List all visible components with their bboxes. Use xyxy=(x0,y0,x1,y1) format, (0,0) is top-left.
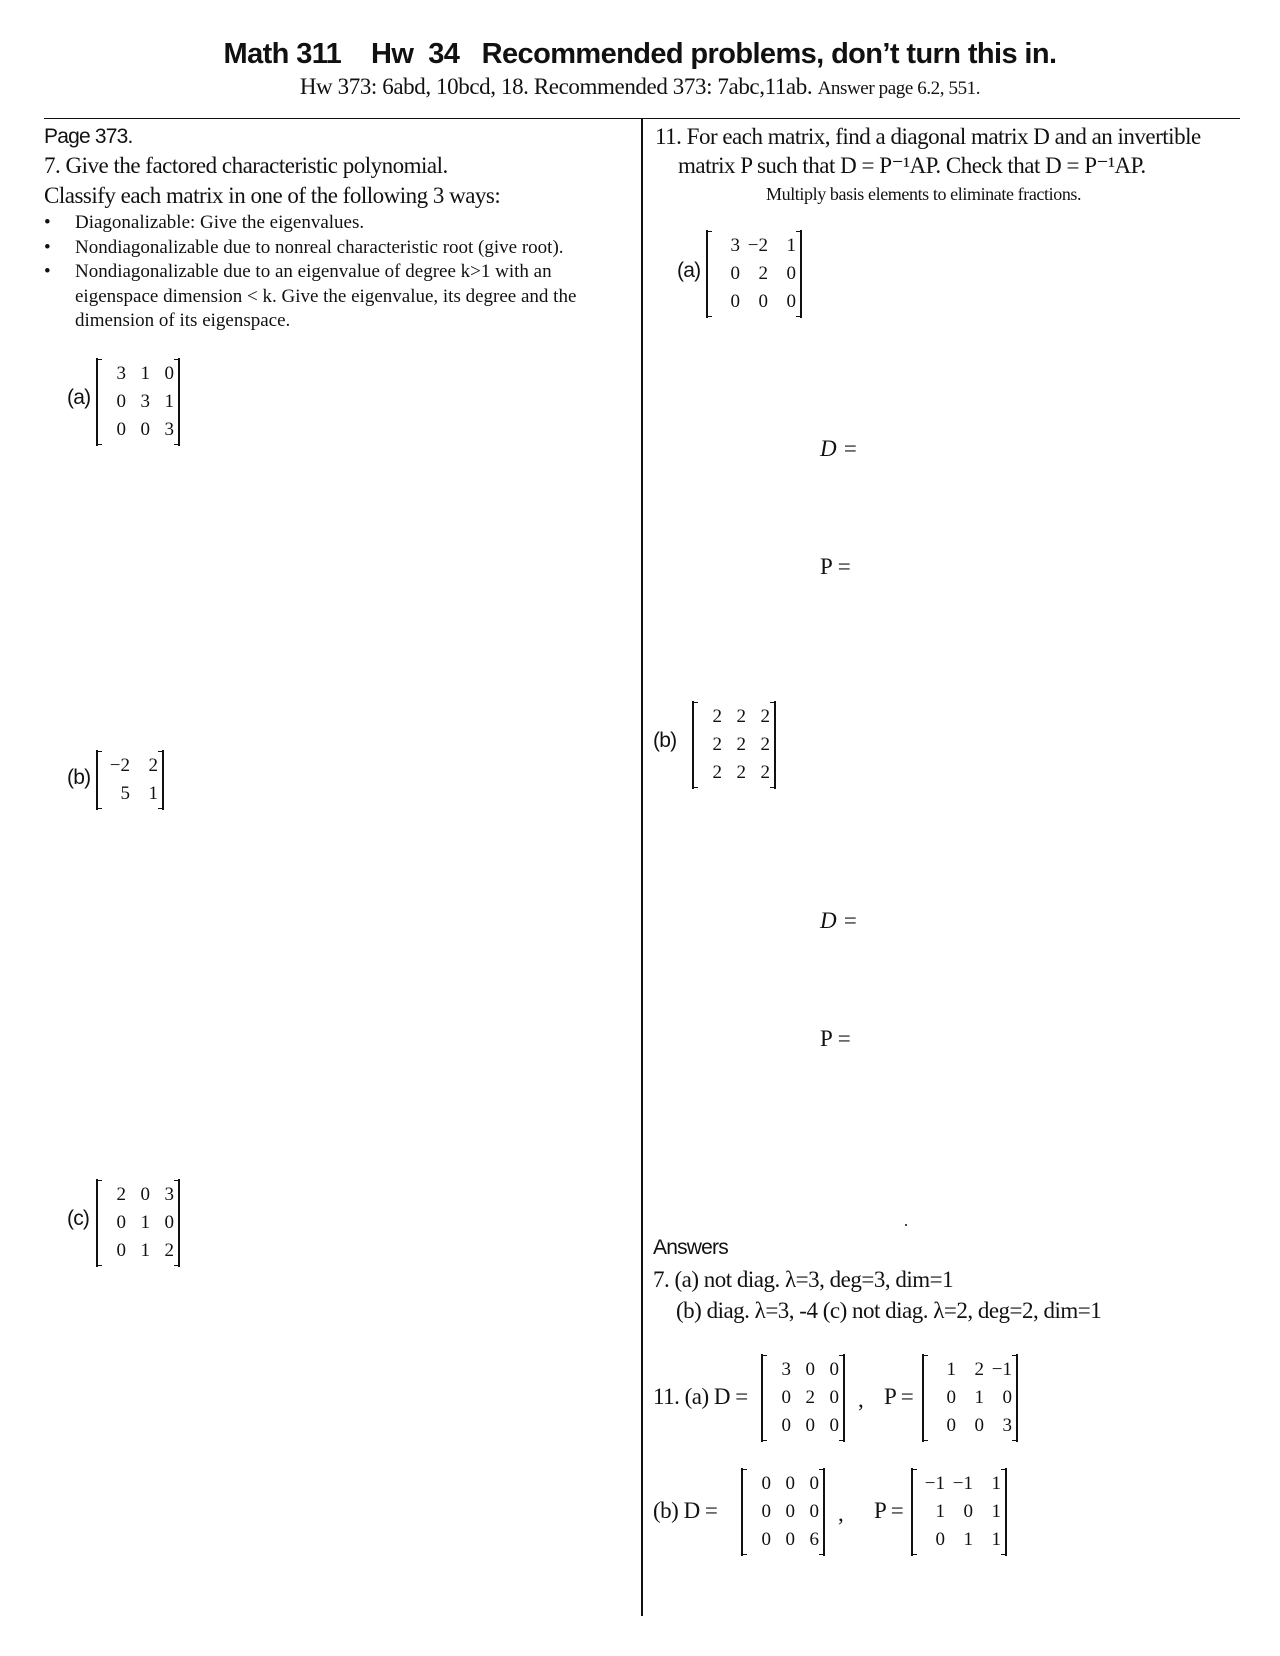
matrix-entry: 1 xyxy=(786,235,796,256)
answer-11a-d-matrix xyxy=(761,1355,845,1441)
matrix-row xyxy=(767,1356,839,1384)
matrix-entry: 0 xyxy=(829,1387,839,1408)
matrix-entry: 2 xyxy=(712,734,722,755)
matrix-entry: 2 xyxy=(736,734,746,755)
matrix-entry: 1 xyxy=(164,391,174,412)
answer-11a-prefix: 11. (a) D = xyxy=(653,1384,748,1409)
matrix-entry: 3 xyxy=(140,391,150,412)
matrix-row xyxy=(102,780,158,808)
matrix-entry: 2 xyxy=(760,706,770,727)
list-item: • Nondiagonalizable due to nonreal characteristic root (give root). xyxy=(44,236,644,261)
matrix-row xyxy=(712,232,796,260)
matrix-entry: 3 xyxy=(730,235,740,256)
matrix-entry: 0 xyxy=(116,419,126,440)
answer-11a-comma: , xyxy=(858,1387,864,1412)
matrix-entry: 0 xyxy=(974,1415,984,1436)
matrix-row xyxy=(698,759,770,787)
matrix-row xyxy=(712,288,796,316)
q11a-p-label: P = xyxy=(820,554,851,579)
matrix-row xyxy=(102,416,174,444)
matrix-entry: 0 xyxy=(761,1529,771,1550)
q7-part-b-label: (b) xyxy=(67,766,91,789)
answer-11b-comma: , xyxy=(838,1501,844,1526)
matrix-row xyxy=(102,360,174,388)
matrix-entry: 0 xyxy=(116,391,126,412)
matrix-entry: 0 xyxy=(809,1473,819,1494)
q11b-d-label: D = xyxy=(820,908,858,933)
matrix-entry: 0 xyxy=(946,1415,956,1436)
q7-classify: Classify each matrix in one of the following 3 ways: xyxy=(44,183,501,208)
matrix-entry: 2 xyxy=(116,1184,126,1205)
matrix-entry: 2 xyxy=(974,1359,984,1380)
matrix-entry: 1 xyxy=(946,1359,956,1380)
answer-11b-prefix: (b) D = xyxy=(653,1498,718,1523)
list-item: • Diagonalizable: Give the eigenvalues. xyxy=(44,211,644,236)
q11b-p-label: P = xyxy=(820,1026,851,1051)
matrix-row xyxy=(712,260,796,288)
page-reference: Page 373. xyxy=(44,125,133,148)
matrix-entry: 0 xyxy=(786,263,796,284)
matrix-row xyxy=(102,388,174,416)
matrix-row xyxy=(698,731,770,759)
matrix-entry: 0 xyxy=(730,291,740,312)
page-title: Math 311 Hw 34 Recommended problems, don’t turn this in. xyxy=(223,38,1057,70)
matrix-entry: 0 xyxy=(785,1529,795,1550)
matrix-row xyxy=(917,1470,1001,1498)
matrix-entry: 0 xyxy=(809,1501,819,1522)
matrix-entry: 1 xyxy=(148,783,158,804)
matrix-entry: 2 xyxy=(736,762,746,783)
matrix-entry: 0 xyxy=(1002,1387,1012,1408)
matrix-entry: 0 xyxy=(116,1240,126,1261)
matrix-entry: 3 xyxy=(1002,1415,1012,1436)
stray-dot xyxy=(905,1224,907,1226)
matrix-entry: 2 xyxy=(805,1387,815,1408)
matrix-entry: 2 xyxy=(758,263,768,284)
matrix-entry: 0 xyxy=(781,1415,791,1436)
matrix-row xyxy=(747,1498,819,1526)
matrix-entry: 0 xyxy=(140,419,150,440)
answer-11b-p-matrix xyxy=(911,1469,1007,1555)
bullet-icon: • xyxy=(44,236,51,258)
matrix-entry: 0 xyxy=(761,1473,771,1494)
page-subtitle xyxy=(0,74,1280,100)
matrix-entry: 0 xyxy=(805,1415,815,1436)
matrix-entry: 0 xyxy=(140,1184,150,1205)
answer-7-line1: 7. (a) not diag. λ=3, deg=3, dim=1 xyxy=(653,1267,954,1292)
answer-11a-p-matrix xyxy=(922,1355,1018,1441)
matrix-entry: 2 xyxy=(164,1240,174,1261)
matrix-entry: 6 xyxy=(809,1529,819,1550)
q11-part-b-label: (b) xyxy=(653,729,677,752)
matrix-row xyxy=(928,1356,1012,1384)
matrix-row xyxy=(917,1498,1001,1526)
matrix-entry: 2 xyxy=(712,762,722,783)
matrix-entry: −1 xyxy=(991,1359,1012,1380)
matrix-entry: 2 xyxy=(736,706,746,727)
matrix-entry: 0 xyxy=(805,1359,815,1380)
matrix-entry: −2 xyxy=(747,235,768,256)
matrix-row xyxy=(102,1181,174,1209)
matrix-entry: 0 xyxy=(829,1359,839,1380)
matrix-entry: 0 xyxy=(935,1529,945,1550)
subtitle-main: Hw 373: 6abd, 10bcd, 18. Recommended 373: 7abc,11ab. xyxy=(299,74,813,99)
matrix-entry: 3 xyxy=(164,1184,174,1205)
matrix-entry: 0 xyxy=(758,291,768,312)
matrix-entry: 1 xyxy=(140,363,150,384)
q11a-d-label: D = xyxy=(820,436,858,461)
matrix-row xyxy=(747,1526,819,1554)
matrix-entry: 1 xyxy=(963,1529,973,1550)
matrix-entry: −1 xyxy=(952,1473,973,1494)
q7-matrix-c xyxy=(96,1180,180,1266)
matrix-row xyxy=(698,703,770,731)
matrix-entry: 0 xyxy=(761,1501,771,1522)
matrix-entry: 1 xyxy=(991,1529,1001,1550)
q11-matrix-a xyxy=(706,231,802,317)
answer-11b-d-matrix xyxy=(741,1469,825,1555)
matrix-row xyxy=(767,1384,839,1412)
answer-11b-p-label: P = xyxy=(874,1498,904,1523)
matrix-row xyxy=(102,752,158,780)
q11-instruction: 11. For each matrix, find a diagonal matrix D and an invertible xyxy=(655,124,1201,149)
matrix-entry: 0 xyxy=(785,1473,795,1494)
matrix-entry: 1 xyxy=(935,1501,945,1522)
matrix-entry: 3 xyxy=(164,419,174,440)
q7-matrix-a xyxy=(96,359,180,445)
q7-part-c-label: (c) xyxy=(67,1207,90,1230)
matrix-entry: 0 xyxy=(963,1501,973,1522)
q7-part-a-label: (a) xyxy=(67,386,91,409)
matrix-entry: 2 xyxy=(760,734,770,755)
matrix-entry: 1 xyxy=(140,1212,150,1233)
answers-heading: Answers xyxy=(653,1236,728,1259)
matrix-entry: 2 xyxy=(148,755,158,776)
matrix-entry: 1 xyxy=(991,1501,1001,1522)
column-divider xyxy=(641,119,643,1616)
matrix-row xyxy=(102,1209,174,1237)
matrix-row xyxy=(767,1412,839,1440)
matrix-row xyxy=(102,1237,174,1265)
matrix-entry: 0 xyxy=(781,1387,791,1408)
matrix-entry: 2 xyxy=(760,762,770,783)
matrix-entry: 1 xyxy=(974,1387,984,1408)
matrix-entry: 0 xyxy=(164,363,174,384)
matrix-entry: 1 xyxy=(991,1473,1001,1494)
matrix-entry: 0 xyxy=(829,1415,839,1436)
answer-11a-p-label: P = xyxy=(884,1384,914,1409)
matrix-entry: −1 xyxy=(924,1473,945,1494)
matrix-entry: 2 xyxy=(712,706,722,727)
bullet-icon: • xyxy=(44,212,51,233)
matrix-entry: 0 xyxy=(786,291,796,312)
q7-instruction: 7. Give the factored characteristic polynomial. xyxy=(44,153,448,178)
list-item: • Nondiagonalizable due to an eigenvalue of degree k>1 with an xyxy=(44,260,644,285)
matrix-entry: 5 xyxy=(120,783,130,804)
matrix-row xyxy=(928,1412,1012,1440)
matrix-entry: 0 xyxy=(785,1501,795,1522)
bullet-icon: • xyxy=(44,261,51,282)
q7-matrix-b xyxy=(96,751,164,809)
matrix-entry: 0 xyxy=(730,263,740,284)
matrix-entry: 1 xyxy=(140,1240,150,1261)
matrix-entry: −2 xyxy=(109,755,130,776)
matrix-entry: 0 xyxy=(946,1387,956,1408)
q11-part-a-label: (a) xyxy=(677,259,701,282)
matrix-entry: 3 xyxy=(116,363,126,384)
matrix-row xyxy=(747,1470,819,1498)
answer-7-line2: (b) diag. λ=3, -4 (c) not diag. λ=2, deg=2, dim=1 xyxy=(676,1298,1102,1323)
q11-instruction-cont: matrix P such that D = P⁻¹AP. Check that D = P⁻¹AP. xyxy=(678,153,1146,178)
matrix-entry: 0 xyxy=(164,1212,174,1233)
matrix-row xyxy=(917,1526,1001,1554)
q11-matrix-b xyxy=(692,702,776,788)
subtitle-answer-page: Answer page 6.2, 551. xyxy=(817,78,981,99)
classification-list: • Diagonalizable: Give the eigenvalues. • Nondiagonalizable due to nonreal characteristic root (give root). • Nondiagonalizable due to an eigenvalue of degree k>1 with an eigenspace dimension < k. Give the eigenvalue, its degree and the dimension of its eigenspace. xyxy=(44,211,644,334)
matrix-row xyxy=(928,1384,1012,1412)
matrix-entry: 0 xyxy=(116,1212,126,1233)
q11-note: Multiply basis elements to eliminate fractions. xyxy=(766,184,1082,204)
matrix-entry: 3 xyxy=(781,1359,791,1380)
